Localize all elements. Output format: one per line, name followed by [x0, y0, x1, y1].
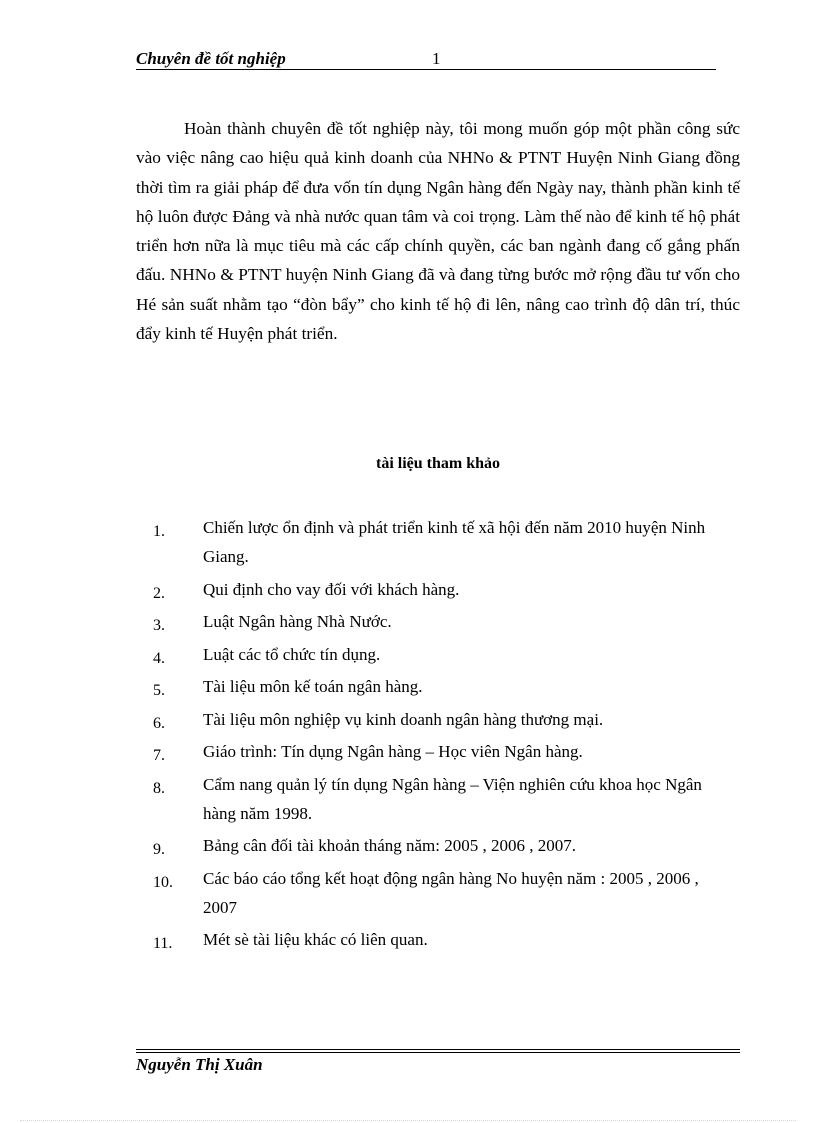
- references-list: [136, 513, 736, 958]
- reference-text: Qui định cho vay đối với khách hàng.: [203, 579, 460, 599]
- reference-number: 8.: [153, 779, 165, 797]
- page-bottom-border: [20, 1120, 796, 1121]
- reference-number: 10.: [153, 873, 173, 891]
- reference-number: 3.: [153, 617, 165, 634]
- reference-number: 1.: [153, 523, 165, 540]
- reference-item: [136, 925, 736, 954]
- reference-item: [136, 607, 736, 636]
- page-header: [136, 49, 716, 70]
- reference-number: 11.: [153, 935, 173, 952]
- reference-item: [136, 513, 736, 571]
- reference-item: [136, 672, 736, 701]
- reference-number: 9.: [153, 841, 165, 858]
- reference-number: 6.: [153, 714, 165, 732]
- reference-text: Mét sè tài liệu khác có liên quan.: [203, 930, 428, 949]
- reference-item: [136, 575, 736, 604]
- reference-text: Các báo cáo tổng kết hoạt động ngân hàng No huyện năm : 2005 , 2006 , 2007: [203, 868, 699, 917]
- reference-number: 2.: [153, 584, 165, 602]
- footer-divider: [136, 1049, 740, 1050]
- reference-text: Bảng cân đối tài khoản tháng năm: 2005 , 2006 , 2007.: [203, 836, 576, 855]
- reference-text: Luật các tổ chức tín dụng.: [203, 644, 381, 664]
- reference-text: Chiến lược ổn định và phát triển kinh tế xã hội đến năm 2010 huyện Ninh Giang.: [203, 518, 706, 566]
- reference-item: [136, 864, 736, 922]
- page-number: 1: [432, 49, 441, 68]
- reference-item: [136, 737, 736, 766]
- reference-number: 5.: [153, 682, 165, 699]
- author-name: Nguyễn Thị Xuân: [136, 1055, 263, 1074]
- intro-paragraph: Hoàn thành chuyên đề tốt nghiệp này, tôi mong muốn góp một phần công sức vào việc nâng cao hiệu quả kinh doanh của NHNo & PTNT Huyện Ninh Giang đồng thời tìm ra giải pháp để đưa vốn tín dụng Ngân hàng đến Ngày nay, thành phần kinh tế hộ luôn được Đảng và nhà nước quan tâm và coi trọng. Làm thế nào để kinh tế hộ phát triển hơn nữa là mục tiêu mà các cấp chính quyền, các ban ngành đang cố gắng phấn đấu. NHNo & PTNT huyện Ninh Giang đã và đang từng bước mở rộng đầu tư vốn cho Hé sản suất nhằm tạo “đòn bẩy” cho kinh tế hộ đi lên, nâng cao trình độ dân trí, thúc đẩy kinh tế Huyện phát triển.: [136, 119, 740, 344]
- reference-text: Giáo trình: Tín dụng Ngân hàng – Học viên Ngân hàng.: [203, 742, 583, 761]
- reference-text: Luật Ngân hàng Nhà Nước.: [203, 612, 392, 631]
- references-heading: tài liệu tham khảo: [375, 455, 500, 472]
- reference-text: Cẩm nang quản lý tín dụng Ngân hàng – Viện nghiên cứu khoa học Ngân hàng năm 1998.: [203, 774, 702, 823]
- reference-item: [136, 831, 736, 860]
- reference-number: 7.: [153, 747, 165, 764]
- reference-item: [136, 705, 736, 734]
- reference-number: 4.: [153, 649, 165, 667]
- reference-item: [136, 770, 736, 828]
- footer-divider: [136, 1052, 740, 1053]
- document-title: Chuyên đề tốt nghiệp: [136, 49, 286, 68]
- reference-text: Tài liệu môn nghiệp vụ kinh doanh ngân hàng thương mại.: [203, 709, 604, 729]
- reference-text: Tài liệu môn kế toán ngân hàng.: [203, 677, 423, 696]
- reference-item: [136, 640, 736, 669]
